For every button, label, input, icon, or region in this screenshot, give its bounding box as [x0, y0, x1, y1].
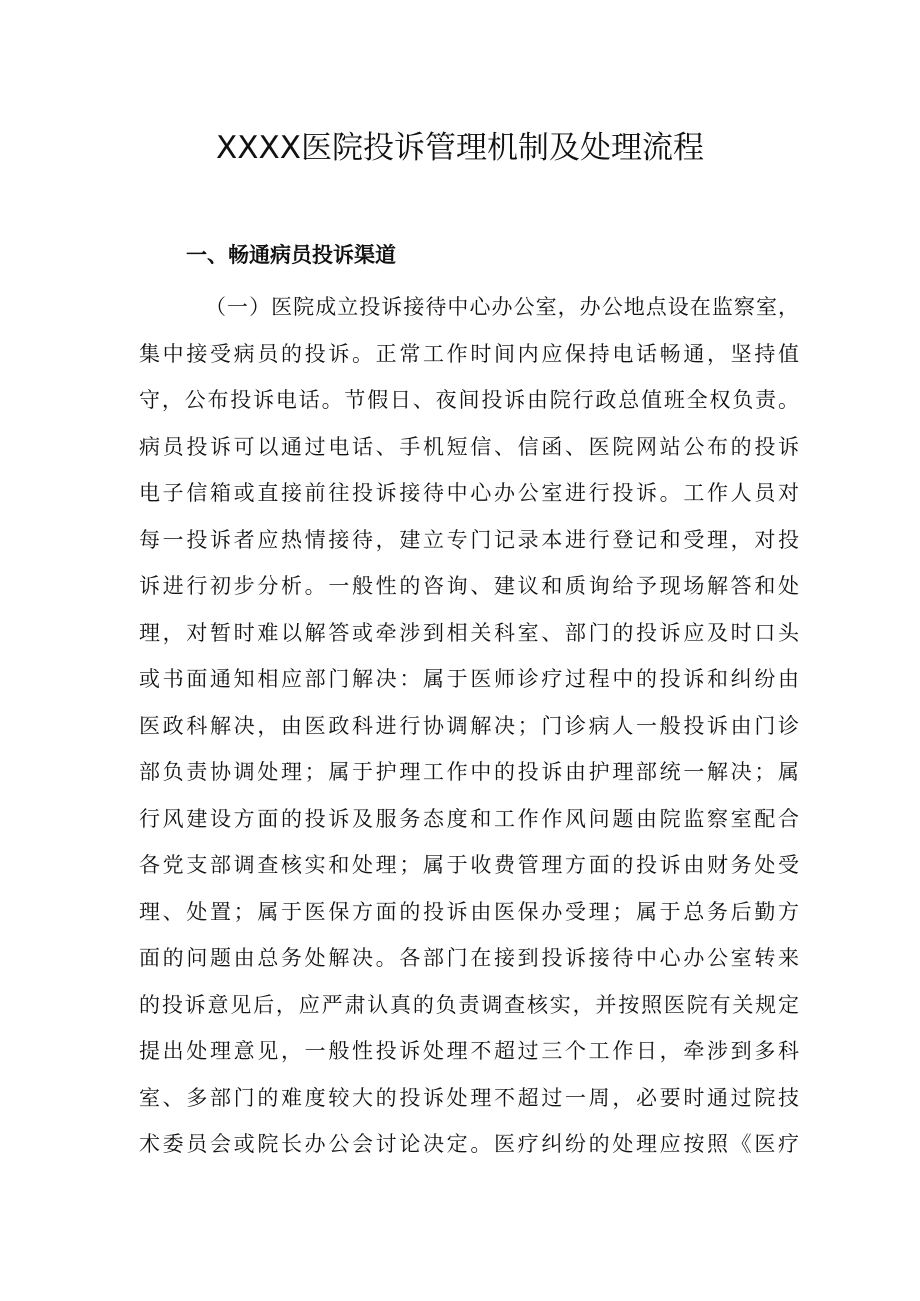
document-title: XXXX医院投诉管理机制及处理流程: [216, 130, 704, 166]
body-line: 面的问题由总务处解决。各部门在接到投诉接待中心办公室转来: [139, 946, 799, 970]
body-line: 集中接受病员的投诉。正常工作时间内应保持电话畅通，坚持值: [139, 341, 799, 366]
body-line: 各党支部调查核实和处理；属于收费管理方面的投诉由财务处受: [139, 853, 799, 877]
body-line: 术委员会或院长办公会讨论决定。医疗纠纷的处理应按照《医疗: [139, 1132, 799, 1156]
body-line: 理、处置；属于医保方面的投诉由医保办受理；属于总务后勤方: [139, 899, 799, 924]
body-line: 提出处理意见，一般性投诉处理不超过三个工作日，牵涉到多科: [139, 1039, 799, 1063]
body-line: 每一投诉者应热情接待，建立专门记录本进行登记和受理，对投: [139, 527, 799, 552]
body-line: 部负责协调处理；属于护理工作中的投诉由护理部统一解决；属: [139, 760, 799, 784]
body-line: 的投诉意见后，应严肃认真的负责调查核实，并按照医院有关规定: [139, 992, 799, 1017]
body-line: （一）医院成立投诉接待中心办公室，办公地点设在监察室，: [205, 295, 799, 319]
body-line: 守，公布投诉电话。节假日、夜间投诉由院行政总值班全权负责。: [139, 388, 799, 412]
section-heading: 一、畅通病员投诉渠道: [186, 243, 396, 267]
body-line: 诉进行初步分析。一般性的咨询、建议和质询给予现场解答和处: [139, 574, 799, 598]
body-line: 电子信箱或直接前往投诉接待中心办公室进行投诉。工作人员对: [139, 481, 799, 505]
body-line: 室、多部门的难度较大的投诉处理不超过一周，必要时通过院技: [139, 1085, 799, 1110]
body-line: 病员投诉可以通过电话、手机短信、信函、医院网站公布的投诉: [139, 434, 799, 459]
body-line: 医政科解决，由医政科进行协调解决；门诊病人一般投诉由门诊: [139, 713, 799, 738]
body-line: 行风建设方面的投诉及服务态度和工作作风问题由院监察室配合: [139, 806, 799, 831]
body-line: 或书面通知相应部门解决：属于医师诊疗过程中的投诉和纠纷由: [139, 667, 799, 691]
body-line: 理，对暂时难以解答或牵涉到相关科室、部门的投诉应及时口头: [139, 620, 799, 645]
body-text: [139, 284, 799, 1168]
